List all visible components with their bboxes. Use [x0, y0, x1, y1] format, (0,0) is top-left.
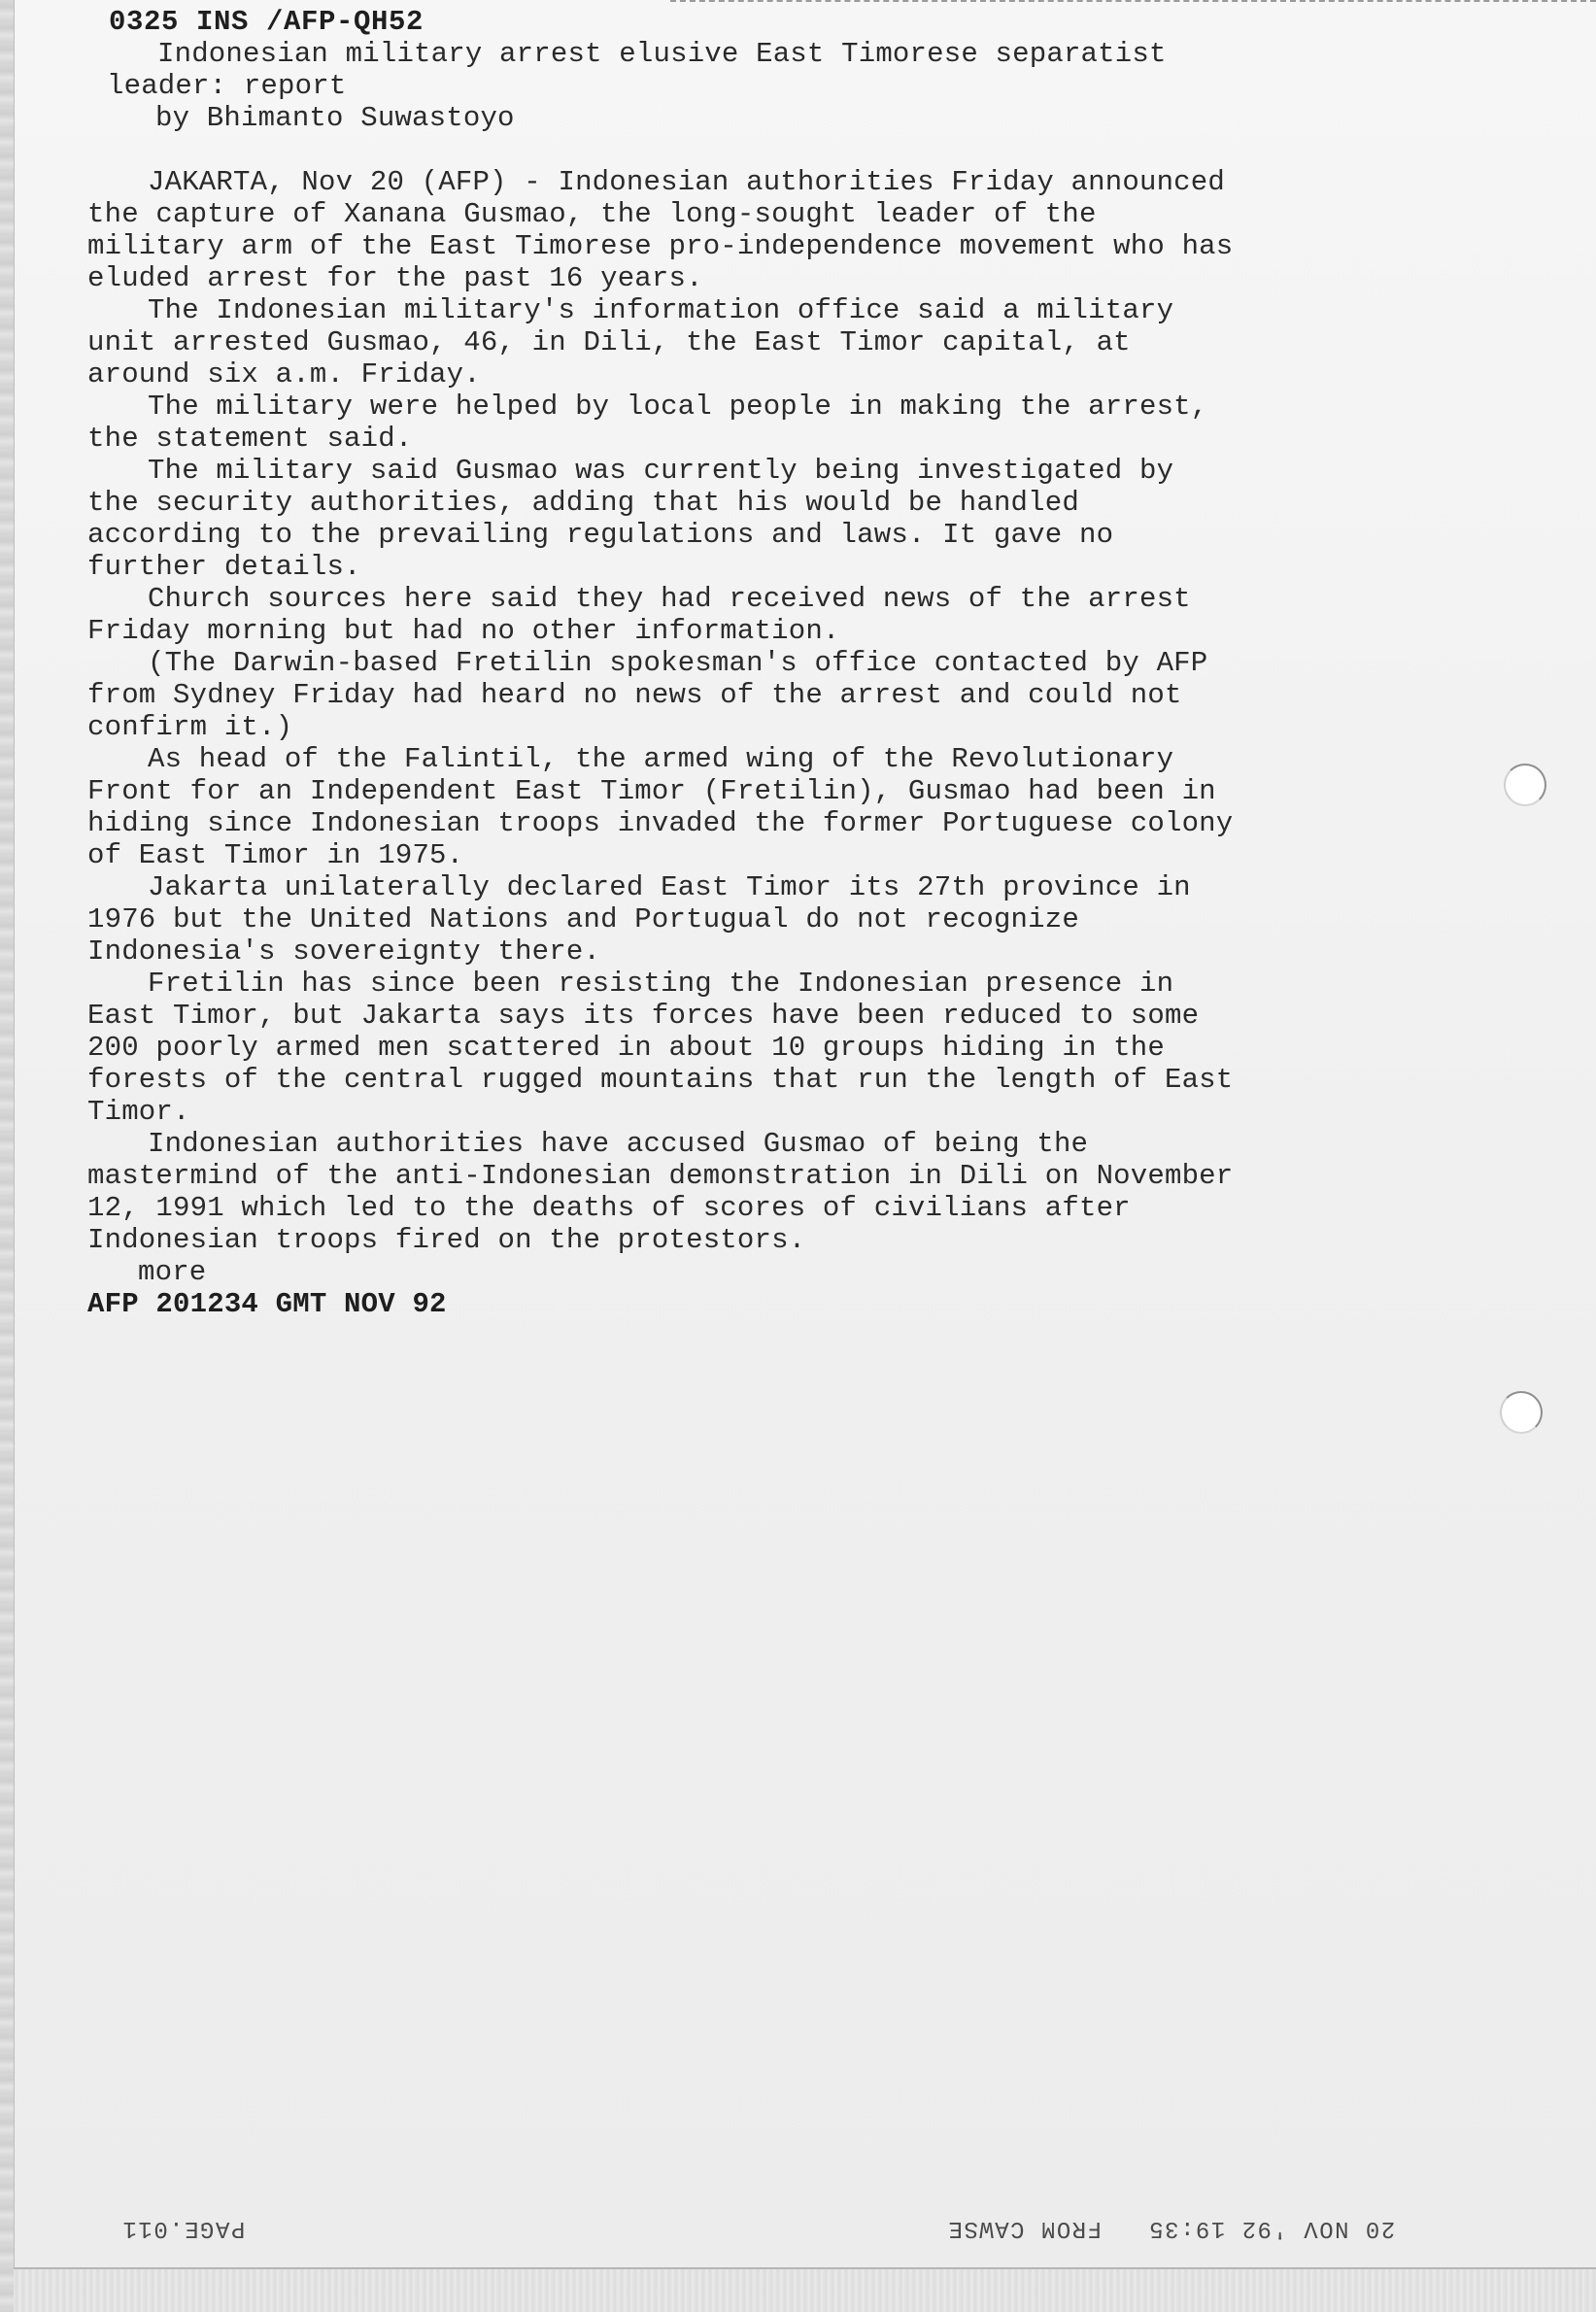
story-slug: 0325 INS /AFP-QH52 [109, 6, 424, 38]
paragraph-line: hiding since Indonesian troops invaded the former Portuguese colony [87, 807, 1234, 839]
paragraph-line: Timor. [87, 1096, 190, 1128]
more-marker: more [138, 1256, 207, 1288]
paragraph-line: Front for an Independent East Timor (Fretilin), Gusmao had been in [87, 775, 1216, 807]
paragraph-line: forests of the central rugged mountains that run the length of East [87, 1064, 1234, 1096]
paragraph-line: 12, 1991 which led to the deaths of scores of civilians after [87, 1192, 1131, 1224]
punch-hole [1504, 764, 1546, 806]
paragraph-line: further details. [87, 551, 361, 583]
paragraph [87, 968, 1350, 1128]
paragraph-line: around six a.m. Friday. [87, 358, 481, 391]
paragraph-line: confirm it.) [87, 711, 293, 743]
paragraph [87, 294, 1350, 391]
fax-header-stamp [947, 2215, 1395, 2241]
paragraph [87, 583, 1350, 647]
byline: by Bhimanto Suwastoyo [155, 102, 515, 134]
paragraph-line: according to the prevailing regulations and laws. It gave no [87, 519, 1114, 551]
paragraph-line: unit arrested Gusmao, 46, in Dili, the East Timor capital, at [87, 326, 1131, 358]
dateline: AFP 201234 GMT NOV 92 [87, 1288, 447, 1320]
paragraph [87, 743, 1350, 871]
paragraph [87, 455, 1350, 583]
paragraph-line: Fretilin has since been resisting the Indonesian presence in [148, 968, 1174, 1000]
spacer [87, 134, 1350, 166]
page-left-edge [0, 0, 15, 2312]
paragraph-line: eluded arrest for the past 16 years. [87, 262, 703, 294]
paragraph [87, 166, 1350, 294]
fax-page-number: PAGE.011 [121, 2215, 246, 2241]
paragraph-line: mastermind of the anti-Indonesian demonstration in Dili on November [87, 1160, 1234, 1192]
fax-timestamp: 20 NOV '92 19:35 [1147, 2215, 1396, 2241]
paragraph-line: The Indonesian military's information office said a military [148, 294, 1174, 326]
paragraph [87, 391, 1350, 455]
paragraph-line: As head of the Falintil, the armed wing of the Revolutionary [148, 743, 1174, 775]
paragraph-line: JAKARTA, Nov 20 (AFP) - Indonesian authorities Friday announced [148, 166, 1225, 198]
paragraph-line: the capture of Xanana Gusmao, the long-sought leader of the [87, 198, 1097, 230]
paragraph-line: 1976 but the United Nations and Portugual do not recognize [87, 903, 1079, 935]
punch-hole [1500, 1391, 1543, 1434]
paragraph-line: Jakarta unilaterally declared East Timor its 27th province in [148, 871, 1191, 903]
headline-line-2: leader: report [107, 70, 347, 102]
fax-sender: FROM CAWSE [947, 2215, 1103, 2241]
paragraph-line: 200 poorly armed men scattered in about 10 groups hiding in the [87, 1032, 1165, 1064]
paragraph [87, 871, 1350, 968]
paragraph-line: Indonesian troops fired on the protestors. [87, 1224, 806, 1256]
paragraph-line: the security authorities, adding that his would be handled [87, 487, 1079, 519]
paragraph-line: Church sources here said they had received news of the arrest [148, 583, 1191, 615]
paragraph-line: Indonesia's sovereignty there. [87, 935, 601, 968]
story-body [87, 166, 1350, 1256]
paragraph [87, 647, 1350, 743]
wire-story [87, 6, 1350, 1320]
paragraph-line: (The Darwin-based Fretilin spokesman's office contacted by AFP [148, 647, 1208, 679]
headline-line-1: Indonesian military arrest elusive East Timorese separatist [157, 38, 1167, 70]
paragraph-line: from Sydney Friday had heard no news of the arrest and could not [87, 679, 1182, 711]
paragraph-line: The military said Gusmao was currently being investigated by [148, 455, 1174, 487]
paragraph-line: military arm of the East Timorese pro-independence movement who has [87, 230, 1234, 262]
paragraph-line: The military were helped by local people in making the arrest, [148, 391, 1208, 423]
fax-bottom-strip [14, 2269, 1596, 2312]
paragraph-line: Friday morning but had no other information. [87, 615, 840, 647]
top-perforation [670, 0, 1596, 2]
paragraph-line: the statement said. [87, 423, 413, 455]
paragraph [87, 1128, 1350, 1256]
paragraph-line: of East Timor in 1975. [87, 839, 464, 871]
paragraph-line: Indonesian authorities have accused Gusmao of being the [148, 1128, 1089, 1160]
paragraph-line: East Timor, but Jakarta says its forces have been reduced to some [87, 1000, 1200, 1032]
